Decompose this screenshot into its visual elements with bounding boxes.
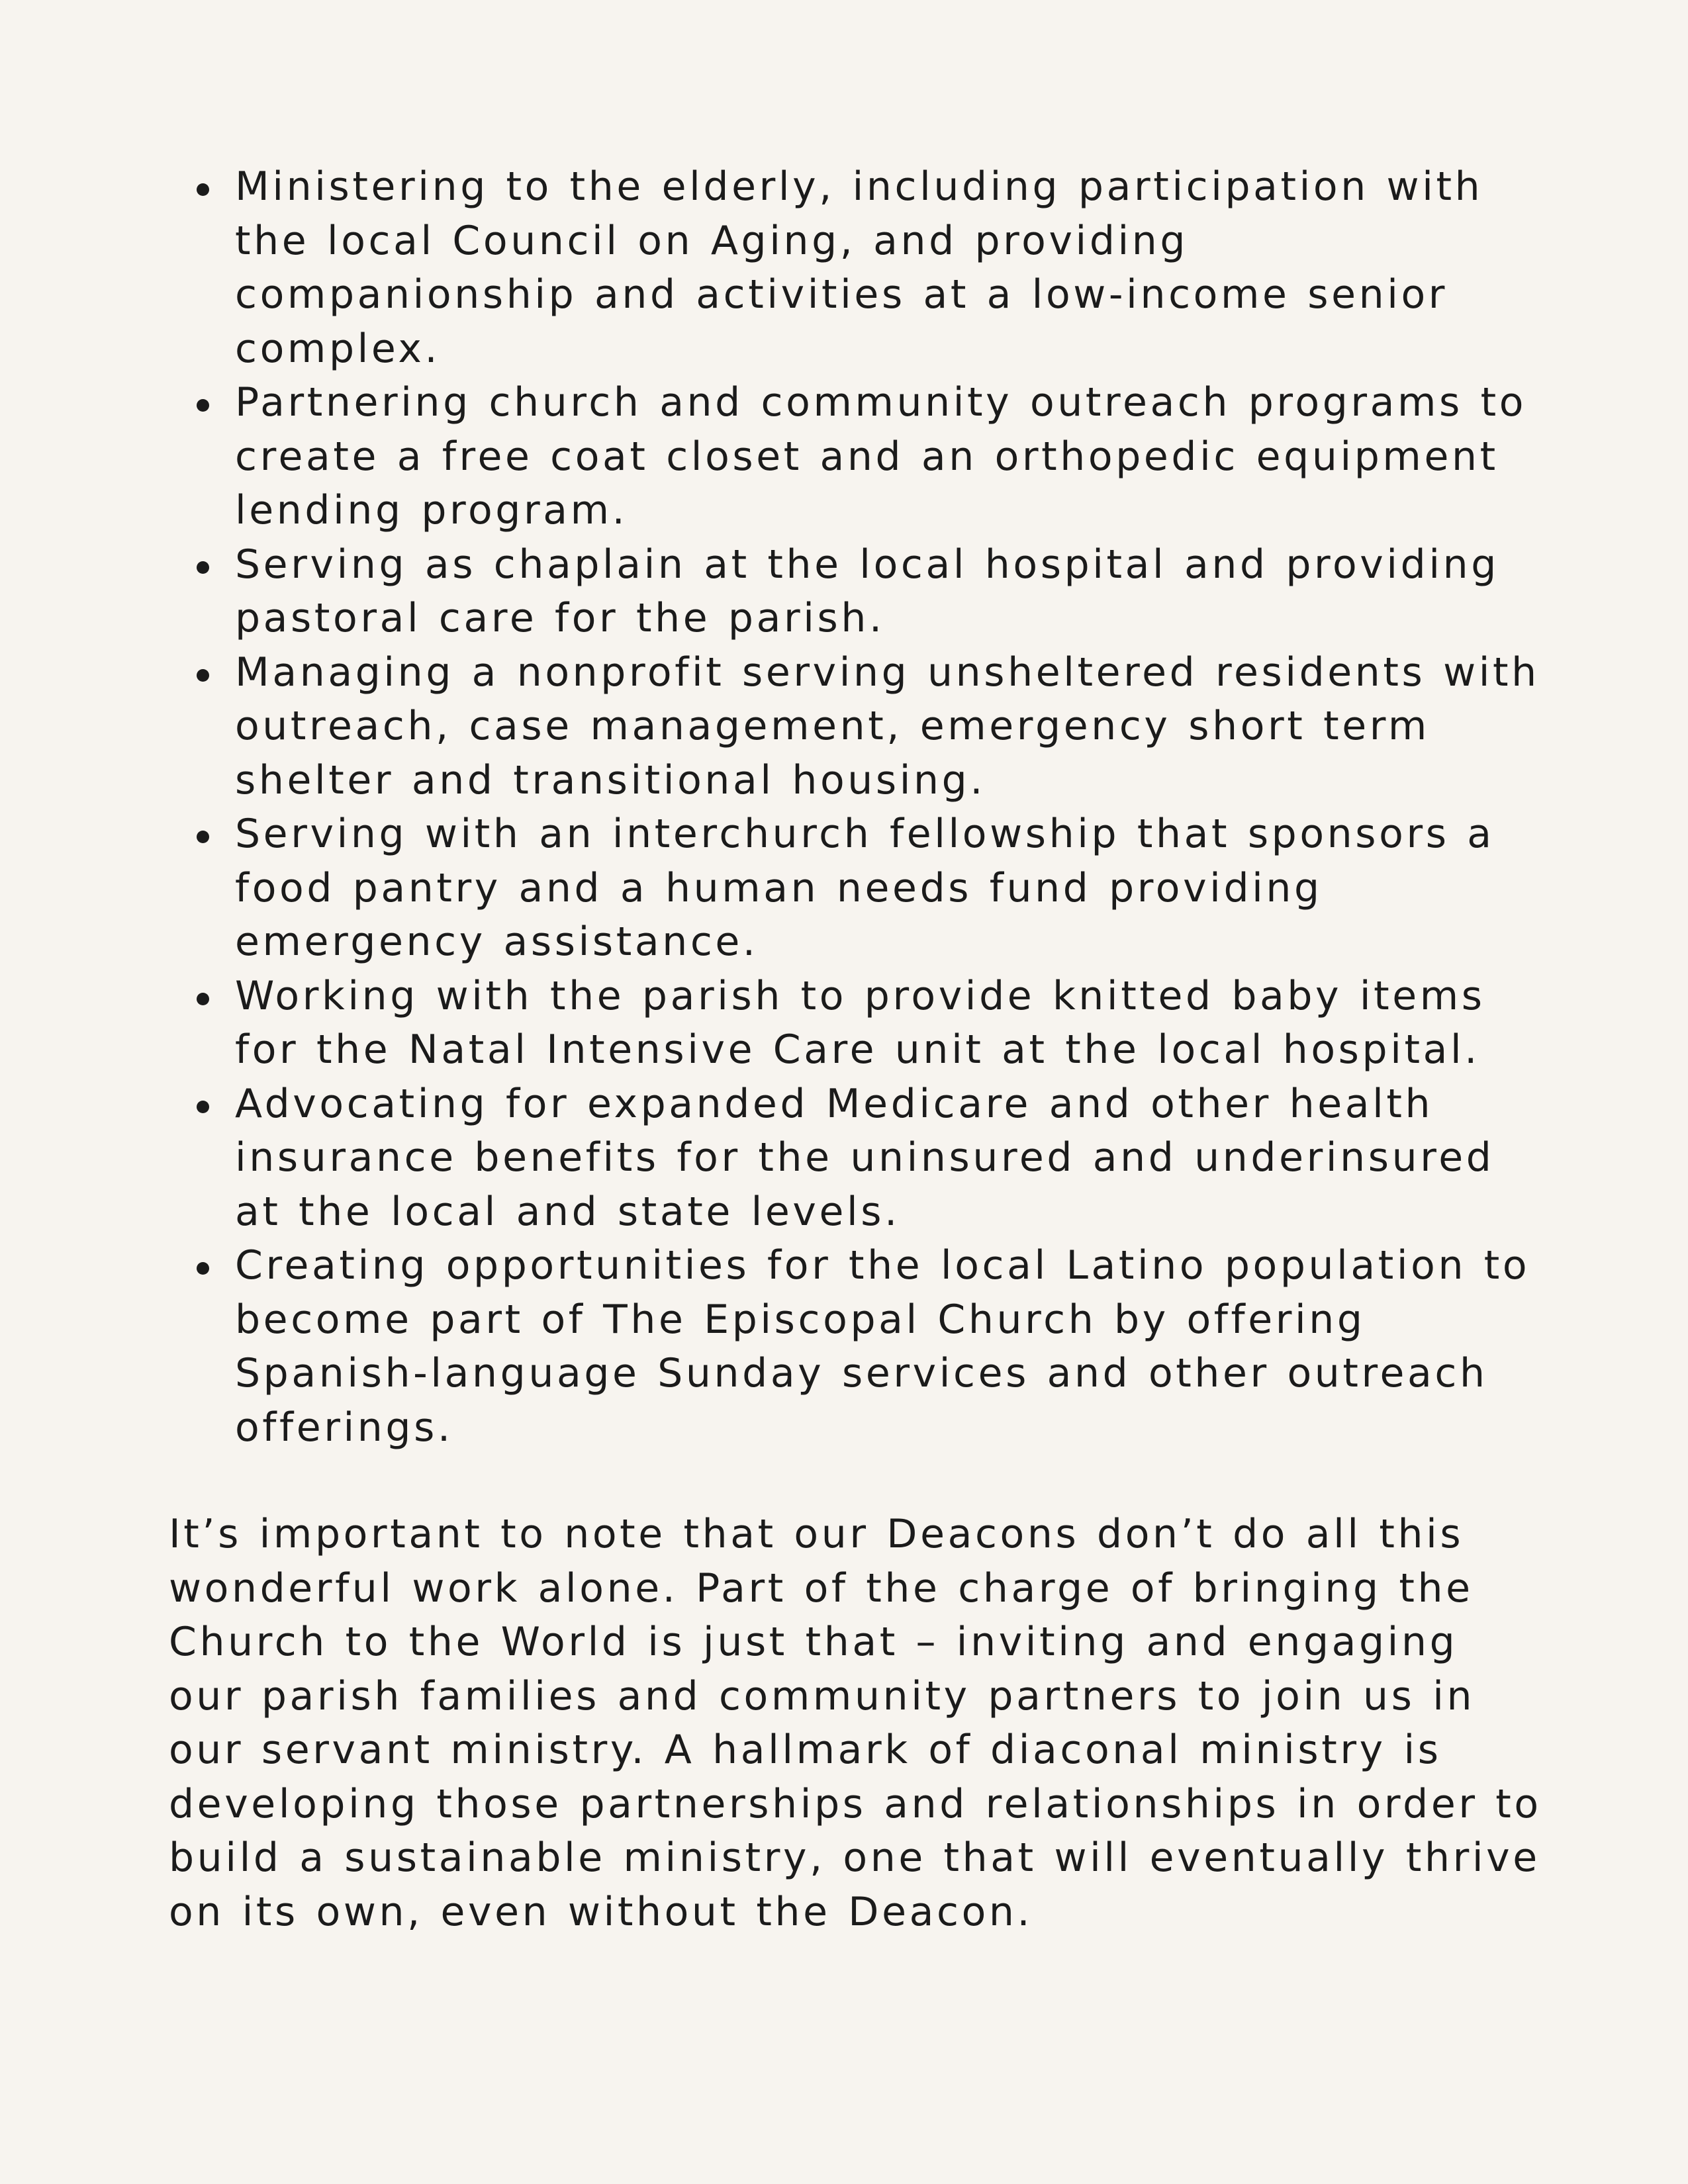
list-item-text: Creating opportunities for the local Latino population to become part of The Episcopal Church by offering Spanish-language Sunday services and other outreach offerings. (235, 1242, 1530, 1451)
list-item (235, 160, 1542, 376)
list-item-text: Managing a nonprofit serving unsheltered residents with outreach, case management, emergency short term shelter and transitional housing. (235, 649, 1540, 803)
list-item (235, 807, 1542, 970)
list-item (235, 1077, 1542, 1240)
bullet-icon (197, 993, 209, 1005)
list-item-text: Serving as chaplain at the local hospital and providing pastoral care for the parish. (235, 541, 1499, 641)
list-item-text: Partnering church and community outreach programs to create a free coat closet and an orthopedic equipment lending program. (235, 379, 1527, 533)
bullet-icon (197, 561, 209, 574)
list-item-text: Working with the parish to provide knitted baby items for the Natal Intensive Care unit at the local hospital. (235, 972, 1485, 1073)
bullet-icon (197, 831, 209, 843)
bullet-icon (197, 183, 209, 196)
list-item (235, 376, 1542, 538)
bullet-icon (197, 1101, 209, 1113)
ministry-list (169, 160, 1542, 1455)
bullet-icon (197, 669, 209, 682)
bullet-icon (197, 1262, 209, 1275)
list-item (235, 646, 1542, 808)
document-content (169, 160, 1542, 1939)
list-item (235, 538, 1542, 646)
bullet-icon (197, 399, 209, 412)
list-item-text: Ministering to the elderly, including participation with the local Council on Aging, and providing companionship and activities at a low-income senior complex. (235, 163, 1483, 372)
list-item (235, 970, 1542, 1077)
list-item-text: Advocating for expanded Medicare and other health insurance benefits for the uninsured and underinsured at the local and state levels. (235, 1080, 1495, 1235)
closing-paragraph: It’s important to note that our Deacons don’t do all this wonderful work alone. Part of the charge of bringing the Church to the World is just that – inviting and engaging our parish families and community partners to join us in our servant ministry. A hallmark of diaconal ministry is developing those partnerships and relationships in order to build a sustainable ministry, one that will eventually thrive on its own, even without the Deacon. (169, 1511, 1542, 1935)
list-item (235, 1239, 1542, 1455)
list-item-text: Serving with an interchurch fellowship that sponsors a food pantry and a human needs fund providing emergency assistance. (235, 811, 1495, 965)
